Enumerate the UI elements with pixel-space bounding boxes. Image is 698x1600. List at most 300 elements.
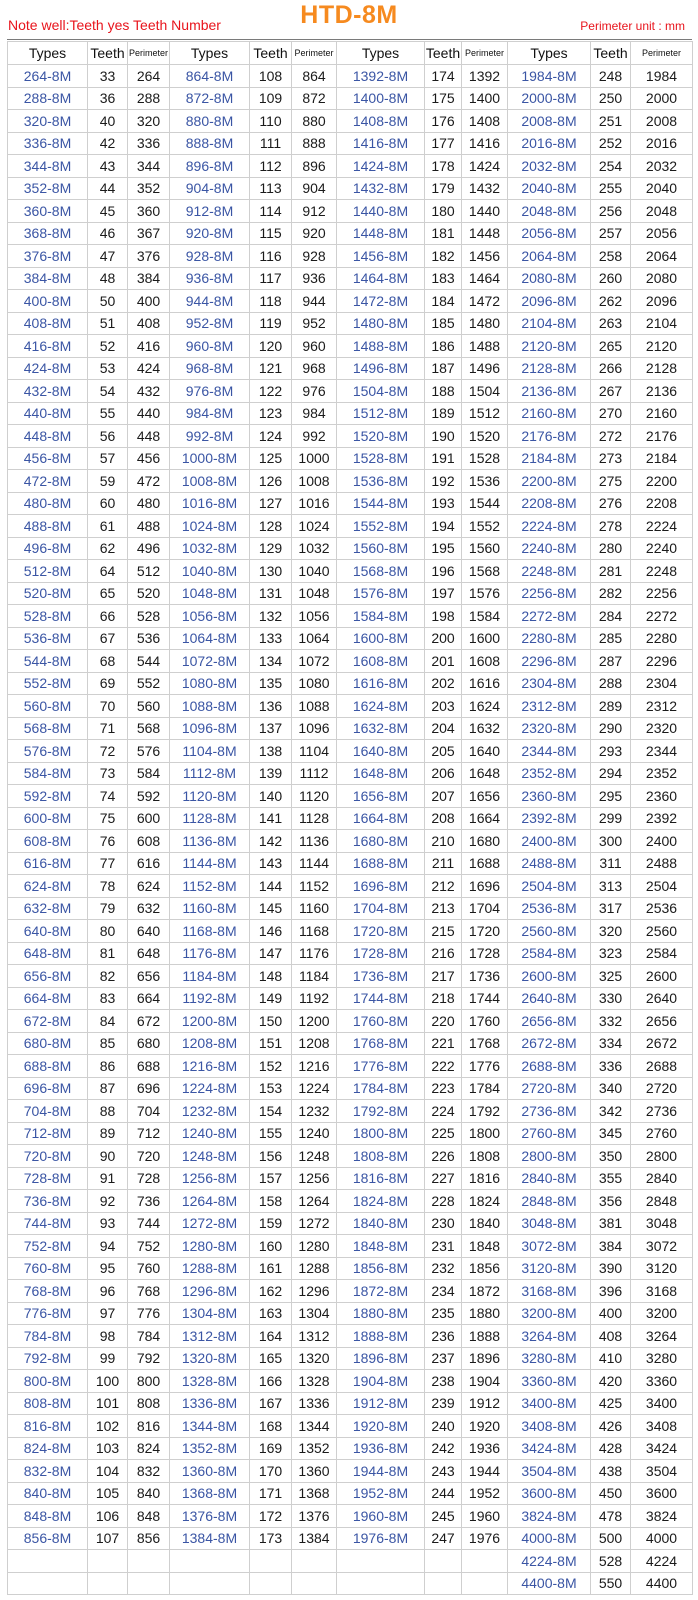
table-row xyxy=(8,627,693,650)
type-cell: 528-8M xyxy=(8,605,88,628)
type-cell: 912-8M xyxy=(170,200,250,223)
type-cell: 568-8M xyxy=(8,717,88,740)
table-row xyxy=(8,1415,693,1438)
perimeter-cell: 448 xyxy=(128,425,170,448)
perimeter-cell: 367 xyxy=(128,222,170,245)
teeth-cell: 180 xyxy=(425,200,462,223)
teeth-cell: 68 xyxy=(88,650,128,673)
type-cell: 1936-8M xyxy=(337,1437,425,1460)
type-cell: 1416-8M xyxy=(337,132,425,155)
type-cell: 2064-8M xyxy=(508,245,591,268)
perimeter-cell: 736 xyxy=(128,1190,170,1213)
teeth-cell: 323 xyxy=(591,942,631,965)
teeth-cell: 120 xyxy=(250,335,292,358)
perimeter-cell: 888 xyxy=(292,132,337,155)
table-row xyxy=(8,1257,693,1280)
type-cell: 1424-8M xyxy=(337,155,425,178)
perimeter-cell: 1728 xyxy=(462,942,508,965)
type-cell: 1336-8M xyxy=(170,1392,250,1415)
type-cell: 1792-8M xyxy=(337,1100,425,1123)
perimeter-cell: 1232 xyxy=(292,1100,337,1123)
teeth-cell: 131 xyxy=(250,582,292,605)
teeth-cell: 242 xyxy=(425,1437,462,1460)
teeth-cell: 330 xyxy=(591,987,631,1010)
perimeter-cell: 704 xyxy=(128,1100,170,1123)
type-cell: 2096-8M xyxy=(508,290,591,313)
perimeter-cell: 1224 xyxy=(292,1077,337,1100)
perimeter-cell: 752 xyxy=(128,1235,170,1258)
type-cell: 832-8M xyxy=(8,1460,88,1483)
teeth-cell: 82 xyxy=(88,965,128,988)
table-row xyxy=(8,515,693,538)
teeth-cell: 59 xyxy=(88,470,128,493)
teeth-cell: 108 xyxy=(250,65,292,88)
type-cell: 376-8M xyxy=(8,245,88,268)
perimeter-cell: 1824 xyxy=(462,1190,508,1213)
teeth-cell: 280 xyxy=(591,537,631,560)
perimeter-cell: 1280 xyxy=(292,1235,337,1258)
perimeter-cell: 2392 xyxy=(631,807,693,830)
perimeter-cell: 1296 xyxy=(292,1280,337,1303)
teeth-cell: 336 xyxy=(591,1055,631,1078)
teeth-cell: 189 xyxy=(425,402,462,425)
teeth-cell: 168 xyxy=(250,1415,292,1438)
table-row xyxy=(8,267,693,290)
header-perimeter: Perimeter xyxy=(292,42,337,65)
table-row xyxy=(8,1370,693,1393)
table-body xyxy=(8,65,693,1595)
perimeter-cell: 1784 xyxy=(462,1077,508,1100)
perimeter-cell: 560 xyxy=(128,695,170,718)
teeth-cell: 129 xyxy=(250,537,292,560)
perimeter-cell: 1744 xyxy=(462,987,508,1010)
teeth-cell: 137 xyxy=(250,717,292,740)
type-cell: 784-8M xyxy=(8,1325,88,1348)
type-cell: 1584-8M xyxy=(337,605,425,628)
perimeter-cell: 856 xyxy=(128,1527,170,1550)
type-cell: 3280-8M xyxy=(508,1347,591,1370)
perimeter-cell: 1192 xyxy=(292,987,337,1010)
perimeter-cell: 1064 xyxy=(292,627,337,650)
perimeter-cell: 960 xyxy=(292,335,337,358)
teeth-cell: 210 xyxy=(425,830,462,853)
type-cell: 2720-8M xyxy=(508,1077,591,1100)
type-cell: 1040-8M xyxy=(170,560,250,583)
table-row xyxy=(8,560,693,583)
perimeter-cell: 1208 xyxy=(292,1032,337,1055)
perimeter-cell: 2360 xyxy=(631,785,693,808)
perimeter-cell: 1472 xyxy=(462,290,508,313)
teeth-cell: 150 xyxy=(250,1010,292,1033)
type-cell: 960-8M xyxy=(170,335,250,358)
perimeter-cell: 1336 xyxy=(292,1392,337,1415)
type-cell: 1088-8M xyxy=(170,695,250,718)
teeth-cell: 166 xyxy=(250,1370,292,1393)
type-cell: 952-8M xyxy=(170,312,250,335)
header-teeth: Teeth xyxy=(250,42,292,65)
teeth-cell: 265 xyxy=(591,335,631,358)
teeth-cell xyxy=(250,1572,292,1595)
teeth-cell: 64 xyxy=(88,560,128,583)
type-cell: 992-8M xyxy=(170,425,250,448)
type-cell: 1216-8M xyxy=(170,1055,250,1078)
perimeter-cell: 2136 xyxy=(631,380,693,403)
teeth-cell: 240 xyxy=(425,1415,462,1438)
type-cell: 1840-8M xyxy=(337,1212,425,1235)
type-cell: 1328-8M xyxy=(170,1370,250,1393)
header-types: Types xyxy=(8,42,88,65)
type-cell: 824-8M xyxy=(8,1437,88,1460)
teeth-cell: 117 xyxy=(250,267,292,290)
teeth-cell: 61 xyxy=(88,515,128,538)
perimeter-cell: 424 xyxy=(128,357,170,380)
table-row xyxy=(8,852,693,875)
teeth-cell: 266 xyxy=(591,357,631,380)
type-cell: 1120-8M xyxy=(170,785,250,808)
type-cell: 2600-8M xyxy=(508,965,591,988)
teeth-cell: 202 xyxy=(425,672,462,695)
teeth-cell: 161 xyxy=(250,1257,292,1280)
teeth-cell: 340 xyxy=(591,1077,631,1100)
teeth-cell: 148 xyxy=(250,965,292,988)
teeth-cell: 227 xyxy=(425,1167,462,1190)
perimeter-cell: 2296 xyxy=(631,650,693,673)
perimeter-cell: 1952 xyxy=(462,1482,508,1505)
perimeter-cell: 512 xyxy=(128,560,170,583)
teeth-cell: 154 xyxy=(250,1100,292,1123)
teeth-cell: 267 xyxy=(591,380,631,403)
type-cell: 704-8M xyxy=(8,1100,88,1123)
perimeter-cell: 896 xyxy=(292,155,337,178)
type-cell: 2160-8M xyxy=(508,402,591,425)
table-row xyxy=(8,875,693,898)
table-row xyxy=(8,762,693,785)
type-cell: 800-8M xyxy=(8,1370,88,1393)
perimeter-cell: 2656 xyxy=(631,1010,693,1033)
type-cell: 2280-8M xyxy=(508,627,591,650)
type-cell: 1560-8M xyxy=(337,537,425,560)
teeth-cell: 226 xyxy=(425,1145,462,1168)
perimeter-cell: 2256 xyxy=(631,582,693,605)
type-cell: 672-8M xyxy=(8,1010,88,1033)
perimeter-cell: 1576 xyxy=(462,582,508,605)
teeth-cell: 256 xyxy=(591,200,631,223)
perimeter-cell: 400 xyxy=(128,290,170,313)
teeth-cell: 147 xyxy=(250,942,292,965)
teeth-cell: 254 xyxy=(591,155,631,178)
type-cell: 1624-8M xyxy=(337,695,425,718)
teeth-cell: 69 xyxy=(88,672,128,695)
teeth-cell: 238 xyxy=(425,1370,462,1393)
type-cell: 1744-8M xyxy=(337,987,425,1010)
perimeter-cell: 2672 xyxy=(631,1032,693,1055)
teeth-cell: 92 xyxy=(88,1190,128,1213)
type-cell: 1800-8M xyxy=(337,1122,425,1145)
teeth-cell: 272 xyxy=(591,425,631,448)
teeth-cell: 140 xyxy=(250,785,292,808)
table-row xyxy=(8,357,693,380)
type-cell: 736-8M xyxy=(8,1190,88,1213)
teeth-cell: 104 xyxy=(88,1460,128,1483)
table-row xyxy=(8,537,693,560)
type-cell: 2840-8M xyxy=(508,1167,591,1190)
perimeter-cell: 1312 xyxy=(292,1325,337,1348)
type-cell: 1208-8M xyxy=(170,1032,250,1055)
perimeter-cell: 792 xyxy=(128,1347,170,1370)
type-cell: 1472-8M xyxy=(337,290,425,313)
teeth-cell: 332 xyxy=(591,1010,631,1033)
teeth-cell: 156 xyxy=(250,1145,292,1168)
type-cell: 408-8M xyxy=(8,312,88,335)
perimeter-cell: 1816 xyxy=(462,1167,508,1190)
type-cell: 2056-8M xyxy=(508,222,591,245)
teeth-cell: 428 xyxy=(591,1437,631,1460)
perimeter-cell: 696 xyxy=(128,1077,170,1100)
teeth-cell: 96 xyxy=(88,1280,128,1303)
table-row xyxy=(8,1460,693,1483)
teeth-cell: 426 xyxy=(591,1415,631,1438)
perimeter-cell: 2208 xyxy=(631,492,693,515)
teeth-cell: 182 xyxy=(425,245,462,268)
type-cell: 2248-8M xyxy=(508,560,591,583)
type-cell: 928-8M xyxy=(170,245,250,268)
perimeter-cell: 1960 xyxy=(462,1505,508,1528)
perimeter-cell: 1736 xyxy=(462,965,508,988)
type-cell: 1360-8M xyxy=(170,1460,250,1483)
type-cell: 288-8M xyxy=(8,87,88,110)
type-cell: 744-8M xyxy=(8,1212,88,1235)
type-cell: 728-8M xyxy=(8,1167,88,1190)
perimeter-cell: 1368 xyxy=(292,1482,337,1505)
teeth-cell: 127 xyxy=(250,492,292,515)
header-teeth: Teeth xyxy=(425,42,462,65)
teeth-cell: 128 xyxy=(250,515,292,538)
perimeter-cell: 2008 xyxy=(631,110,693,133)
perimeter-cell: 520 xyxy=(128,582,170,605)
teeth-cell: 355 xyxy=(591,1167,631,1190)
perimeter-cell: 1680 xyxy=(462,830,508,853)
type-cell: 3120-8M xyxy=(508,1257,591,1280)
perimeter-cell: 1440 xyxy=(462,200,508,223)
type-cell: 2080-8M xyxy=(508,267,591,290)
teeth-cell: 114 xyxy=(250,200,292,223)
type-cell: 1296-8M xyxy=(170,1280,250,1303)
perimeter-cell: 2048 xyxy=(631,200,693,223)
teeth-cell: 132 xyxy=(250,605,292,628)
table-row xyxy=(8,942,693,965)
type-cell: 2000-8M xyxy=(508,87,591,110)
type-cell: 1232-8M xyxy=(170,1100,250,1123)
perimeter-cell: 760 xyxy=(128,1257,170,1280)
perimeter-cell: 1792 xyxy=(462,1100,508,1123)
type-cell: 2256-8M xyxy=(508,582,591,605)
teeth-cell: 142 xyxy=(250,830,292,853)
type-cell: 488-8M xyxy=(8,515,88,538)
type-cell: 400-8M xyxy=(8,290,88,313)
teeth-cell: 141 xyxy=(250,807,292,830)
table-row xyxy=(8,177,693,200)
teeth-cell: 130 xyxy=(250,560,292,583)
perimeter-cell: 1400 xyxy=(462,87,508,110)
perimeter-cell: 1288 xyxy=(292,1257,337,1280)
perimeter-cell: 408 xyxy=(128,312,170,335)
type-cell: 3600-8M xyxy=(508,1482,591,1505)
teeth-cell: 139 xyxy=(250,762,292,785)
table-row xyxy=(8,785,693,808)
perimeter-cell: 2120 xyxy=(631,335,693,358)
type-cell: 2200-8M xyxy=(508,470,591,493)
type-cell: 2208-8M xyxy=(508,492,591,515)
teeth-cell: 178 xyxy=(425,155,462,178)
perimeter-cell: 4224 xyxy=(631,1550,693,1573)
type-cell: 1464-8M xyxy=(337,267,425,290)
type-cell: 1376-8M xyxy=(170,1505,250,1528)
perimeter-cell: 3200 xyxy=(631,1302,693,1325)
type-cell: 888-8M xyxy=(170,132,250,155)
perimeter-cell: 472 xyxy=(128,470,170,493)
type-cell: 3824-8M xyxy=(508,1505,591,1528)
type-cell: 1104-8M xyxy=(170,740,250,763)
type-cell: 1176-8M xyxy=(170,942,250,965)
teeth-cell: 173 xyxy=(250,1527,292,1550)
table-row xyxy=(8,1212,693,1235)
table-row xyxy=(8,807,693,830)
type-cell: 656-8M xyxy=(8,965,88,988)
table-row xyxy=(8,830,693,853)
teeth-cell: 46 xyxy=(88,222,128,245)
perimeter-cell: 1096 xyxy=(292,717,337,740)
teeth-cell: 282 xyxy=(591,582,631,605)
teeth-cell: 133 xyxy=(250,627,292,650)
teeth-cell: 167 xyxy=(250,1392,292,1415)
teeth-cell: 224 xyxy=(425,1100,462,1123)
teeth-cell: 390 xyxy=(591,1257,631,1280)
table-row xyxy=(8,1302,693,1325)
header-types: Types xyxy=(508,42,591,65)
type-cell: 2536-8M xyxy=(508,897,591,920)
perimeter-cell: 984 xyxy=(292,402,337,425)
teeth-cell: 115 xyxy=(250,222,292,245)
perimeter-cell: 1328 xyxy=(292,1370,337,1393)
perimeter-cell: 1984 xyxy=(631,65,693,88)
type-cell: 816-8M xyxy=(8,1415,88,1438)
type-cell: 1152-8M xyxy=(170,875,250,898)
teeth-cell: 71 xyxy=(88,717,128,740)
teeth-cell: 86 xyxy=(88,1055,128,1078)
perimeter-cell: 1112 xyxy=(292,762,337,785)
perimeter-cell: 1088 xyxy=(292,695,337,718)
type-cell: 680-8M xyxy=(8,1032,88,1055)
table-row xyxy=(8,1572,693,1595)
header-types: Types xyxy=(337,42,425,65)
perimeter-cell: 3048 xyxy=(631,1212,693,1235)
teeth-cell: 184 xyxy=(425,290,462,313)
teeth-cell: 169 xyxy=(250,1437,292,1460)
perimeter-cell: 1376 xyxy=(292,1505,337,1528)
perimeter-cell: 784 xyxy=(128,1325,170,1348)
teeth-cell: 205 xyxy=(425,740,462,763)
type-cell: 2312-8M xyxy=(508,695,591,718)
teeth-cell: 400 xyxy=(591,1302,631,1325)
perimeter-cell: 480 xyxy=(128,492,170,515)
type-cell: 1944-8M xyxy=(337,1460,425,1483)
table-row xyxy=(8,695,693,718)
teeth-cell: 289 xyxy=(591,695,631,718)
type-cell: 512-8M xyxy=(8,560,88,583)
teeth-cell: 290 xyxy=(591,717,631,740)
type-cell: 1480-8M xyxy=(337,312,425,335)
table-row xyxy=(8,1505,693,1528)
perimeter-cell: 1408 xyxy=(462,110,508,133)
type-cell: 1352-8M xyxy=(170,1437,250,1460)
perimeter-cell: 3360 xyxy=(631,1370,693,1393)
teeth-cell: 77 xyxy=(88,852,128,875)
type-cell: 480-8M xyxy=(8,492,88,515)
perimeter-cell: 1888 xyxy=(462,1325,508,1348)
teeth-cell: 75 xyxy=(88,807,128,830)
type-cell: 776-8M xyxy=(8,1302,88,1325)
type-cell: 1648-8M xyxy=(337,762,425,785)
type-cell: 1496-8M xyxy=(337,357,425,380)
teeth-cell: 200 xyxy=(425,627,462,650)
perimeter-cell: 952 xyxy=(292,312,337,335)
teeth-cell: 281 xyxy=(591,560,631,583)
teeth-cell: 43 xyxy=(88,155,128,178)
type-cell: 2504-8M xyxy=(508,875,591,898)
type-cell: 2304-8M xyxy=(508,672,591,695)
perimeter-cell: 3264 xyxy=(631,1325,693,1348)
teeth-cell: 122 xyxy=(250,380,292,403)
perimeter-cell: 568 xyxy=(128,717,170,740)
teeth-cell: 179 xyxy=(425,177,462,200)
type-cell: 1072-8M xyxy=(170,650,250,673)
type-cell: 1544-8M xyxy=(337,492,425,515)
teeth-cell: 73 xyxy=(88,762,128,785)
perimeter-cell: 528 xyxy=(128,605,170,628)
type-cell: 368-8M xyxy=(8,222,88,245)
table-row xyxy=(8,132,693,155)
teeth-cell: 53 xyxy=(88,357,128,380)
teeth-cell: 99 xyxy=(88,1347,128,1370)
teeth-cell: 223 xyxy=(425,1077,462,1100)
type-cell: 2736-8M xyxy=(508,1100,591,1123)
teeth-cell: 408 xyxy=(591,1325,631,1348)
teeth-cell: 134 xyxy=(250,650,292,673)
header-perimeter: Perimeter xyxy=(462,42,508,65)
teeth-cell: 220 xyxy=(425,1010,462,1033)
teeth-cell: 56 xyxy=(88,425,128,448)
perimeter-cell: 2560 xyxy=(631,920,693,943)
teeth-cell: 78 xyxy=(88,875,128,898)
type-cell: 1536-8M xyxy=(337,470,425,493)
teeth-cell: 213 xyxy=(425,897,462,920)
teeth-cell: 162 xyxy=(250,1280,292,1303)
type-cell: 1848-8M xyxy=(337,1235,425,1258)
perimeter-cell: 2000 xyxy=(631,87,693,110)
perimeter-cell: 1664 xyxy=(462,807,508,830)
teeth-cell: 112 xyxy=(250,155,292,178)
perimeter-cell: 1120 xyxy=(292,785,337,808)
type-cell: 2800-8M xyxy=(508,1145,591,1168)
teeth-cell: 157 xyxy=(250,1167,292,1190)
type-cell: 1320-8M xyxy=(170,1347,250,1370)
teeth-cell: 72 xyxy=(88,740,128,763)
type-cell: 864-8M xyxy=(170,65,250,88)
perimeter-cell: 584 xyxy=(128,762,170,785)
teeth-cell: 284 xyxy=(591,605,631,628)
perimeter-cell: 824 xyxy=(128,1437,170,1460)
type-cell: 1632-8M xyxy=(337,717,425,740)
